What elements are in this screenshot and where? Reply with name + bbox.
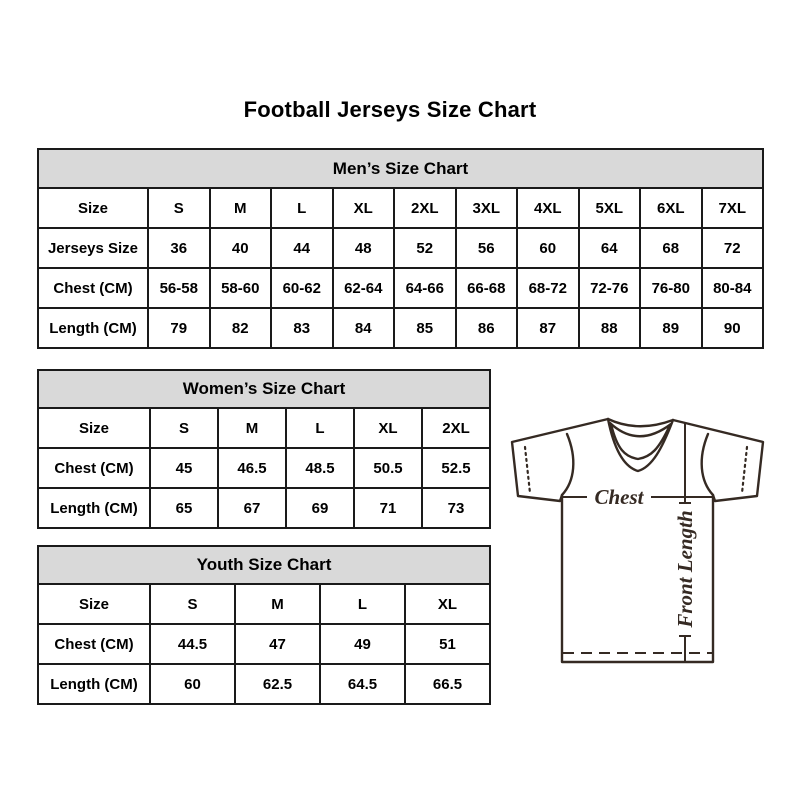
table-header-row — [38, 149, 763, 188]
cell-value: 49 — [320, 624, 405, 664]
row-label: Length (CM) — [38, 308, 148, 348]
cell-value: 73 — [422, 488, 490, 528]
cell-value: 40 — [210, 228, 272, 268]
table-row — [38, 188, 763, 228]
cell-value: S — [148, 188, 210, 228]
cell-value: 88 — [579, 308, 641, 348]
cell-value: 89 — [640, 308, 702, 348]
table-title: Women’s Size Chart — [38, 370, 490, 408]
cell-value: S — [150, 584, 235, 624]
chest-measure-label: Chest — [594, 485, 644, 509]
jersey-outline-icon — [512, 419, 763, 662]
cell-value: 64 — [579, 228, 641, 268]
cell-value: 64-66 — [394, 268, 456, 308]
cell-value: L — [286, 408, 354, 448]
cell-value: 58-60 — [210, 268, 272, 308]
cell-value: 71 — [354, 488, 422, 528]
table-row — [38, 448, 490, 488]
mens-size-table — [37, 148, 764, 349]
table-row — [38, 268, 763, 308]
jersey-measurement-diagram — [505, 403, 767, 671]
cell-value: 36 — [148, 228, 210, 268]
cell-value: 72-76 — [579, 268, 641, 308]
cell-value: 60 — [517, 228, 579, 268]
row-label: Jerseys Size — [38, 228, 148, 268]
table-header-row — [38, 370, 490, 408]
cell-value: 56 — [456, 228, 518, 268]
cell-value: 64.5 — [320, 664, 405, 704]
cell-value: 50.5 — [354, 448, 422, 488]
cell-value: 48.5 — [286, 448, 354, 488]
cell-value: 48 — [333, 228, 395, 268]
table-title: Youth Size Chart — [38, 546, 490, 584]
cell-value: 85 — [394, 308, 456, 348]
cell-value: 47 — [235, 624, 320, 664]
cell-value: S — [150, 408, 218, 448]
cell-value: 69 — [286, 488, 354, 528]
table-row — [38, 408, 490, 448]
cell-value: 60 — [150, 664, 235, 704]
cell-value: 3XL — [456, 188, 518, 228]
womens-size-table — [37, 369, 491, 529]
cell-value: 87 — [517, 308, 579, 348]
table-row — [38, 308, 763, 348]
cell-value: 60-62 — [271, 268, 333, 308]
page-title: Football Jerseys Size Chart — [243, 97, 537, 122]
row-label: Chest (CM) — [38, 624, 150, 664]
row-label: Length (CM) — [38, 664, 150, 704]
cell-value: 68-72 — [517, 268, 579, 308]
cell-value: 84 — [333, 308, 395, 348]
cell-value: 52 — [394, 228, 456, 268]
cell-value: 7XL — [702, 188, 764, 228]
cell-value: 2XL — [422, 408, 490, 448]
cell-value: M — [235, 584, 320, 624]
cell-value: 46.5 — [218, 448, 286, 488]
cell-value: 4XL — [517, 188, 579, 228]
table-row — [38, 664, 490, 704]
cell-value: 67 — [218, 488, 286, 528]
cell-value: 62-64 — [333, 268, 395, 308]
cell-value: M — [210, 188, 272, 228]
cell-value: 82 — [210, 308, 272, 348]
cell-value: 83 — [271, 308, 333, 348]
cell-value: 6XL — [640, 188, 702, 228]
row-label: Chest (CM) — [38, 268, 148, 308]
cell-value: 68 — [640, 228, 702, 268]
cell-value: XL — [333, 188, 395, 228]
row-label: Chest (CM) — [38, 448, 150, 488]
cell-value: 66-68 — [456, 268, 518, 308]
cell-value: XL — [354, 408, 422, 448]
row-label: Size — [38, 584, 150, 624]
cell-value: 65 — [150, 488, 218, 528]
cell-value: 2XL — [394, 188, 456, 228]
cell-value: M — [218, 408, 286, 448]
cell-value: L — [271, 188, 333, 228]
row-label: Length (CM) — [38, 488, 150, 528]
cell-value: 56-58 — [148, 268, 210, 308]
cell-value: 79 — [148, 308, 210, 348]
front-length-measure-label: Front Length — [673, 510, 697, 628]
cell-value: 44 — [271, 228, 333, 268]
cell-value: 72 — [702, 228, 764, 268]
cell-value: 76-80 — [640, 268, 702, 308]
cell-value: 44.5 — [150, 624, 235, 664]
cell-value: 86 — [456, 308, 518, 348]
cell-value: XL — [405, 584, 490, 624]
cell-value: 45 — [150, 448, 218, 488]
table-header-row — [38, 546, 490, 584]
cell-value: 52.5 — [422, 448, 490, 488]
table-row — [38, 488, 490, 528]
cell-value: 80-84 — [702, 268, 764, 308]
cell-value: 51 — [405, 624, 490, 664]
cell-value: 90 — [702, 308, 764, 348]
table-row — [38, 624, 490, 664]
row-label: Size — [38, 188, 148, 228]
cell-value: 62.5 — [235, 664, 320, 704]
table-title: Men’s Size Chart — [38, 149, 763, 188]
cell-value: L — [320, 584, 405, 624]
table-row — [38, 584, 490, 624]
cell-value: 5XL — [579, 188, 641, 228]
youth-size-table — [37, 545, 491, 705]
table-row — [38, 228, 763, 268]
row-label: Size — [38, 408, 150, 448]
cell-value: 66.5 — [405, 664, 490, 704]
